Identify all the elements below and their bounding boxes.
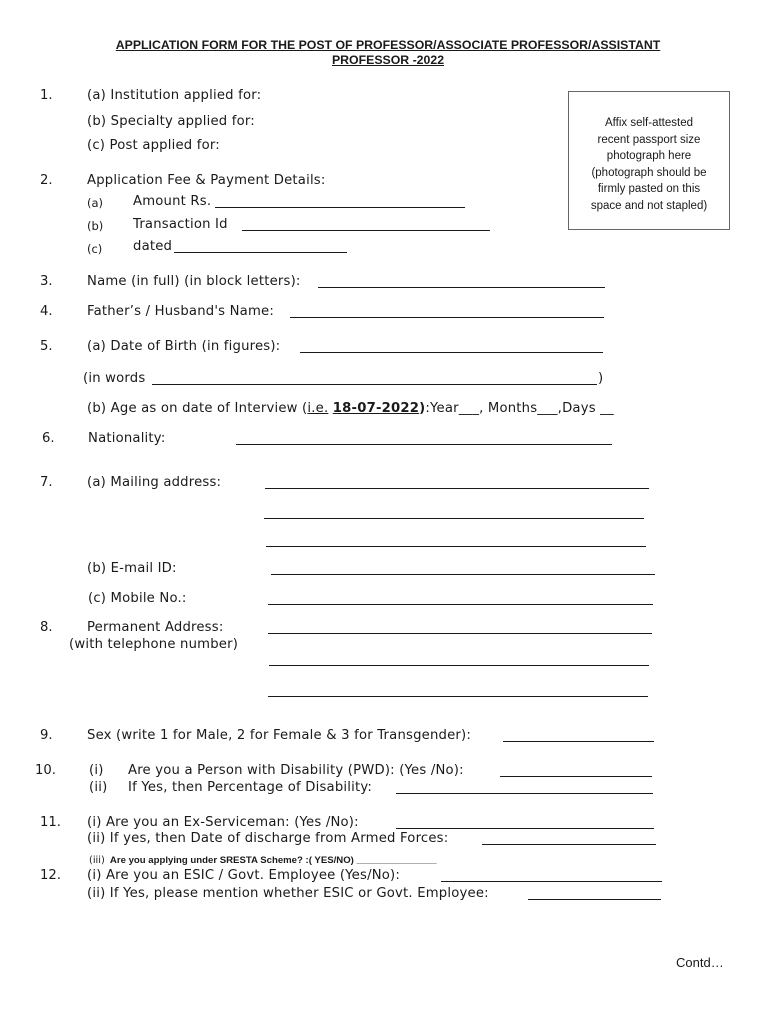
item-number: 7. [40, 475, 53, 490]
age-label: (b) Age as on date of Interview ( [87, 401, 308, 416]
permanent-address-label: Permanent Address: [87, 620, 224, 635]
father-husband-name-label: Father’s / Husband's Name: [87, 304, 274, 319]
disability-percentage-field[interactable] [396, 793, 653, 794]
age-fields: :Year___, Months___,Days __ [425, 401, 614, 416]
item-number: 12. [40, 868, 61, 883]
amount-field[interactable] [215, 207, 465, 208]
item-number: 3. [40, 274, 53, 289]
dob-words-close: ) [598, 371, 604, 386]
photo-instruction-line: photograph here [606, 150, 692, 162]
photo-instruction-line: Affix self-attested [605, 117, 693, 129]
esic-field[interactable] [441, 881, 662, 882]
age-interview-line [87, 401, 614, 416]
age-close: ) [419, 401, 426, 416]
email-label: (b) E-mail ID: [87, 561, 177, 576]
photo-placeholder-box [568, 91, 730, 230]
item-number: 2. [40, 173, 53, 188]
mailing-address-label: (a) Mailing address: [87, 475, 222, 490]
institution-label: (a) Institution applied for: [87, 88, 262, 103]
item-number: 5. [40, 339, 53, 354]
permanent-address-field[interactable] [268, 696, 648, 697]
sub-marker: (a) [87, 196, 104, 210]
name-label: Name (in full) (in block letters): [87, 274, 301, 289]
dob-figures-field[interactable] [300, 352, 603, 353]
sresta-line [89, 848, 437, 867]
item-number: 11. [40, 815, 61, 830]
sub-marker: (c) [87, 242, 103, 256]
sex-label: Sex (write 1 for Male, 2 for Female & 3 for Transgender): [87, 728, 472, 743]
dated-label: dated [133, 239, 173, 254]
photo-instruction-line: firmly pasted on this [597, 183, 701, 195]
item-number: 10. [35, 763, 56, 778]
father-husband-name-field[interactable] [290, 317, 604, 318]
pwd-field[interactable] [500, 776, 652, 777]
mobile-label: (c) Mobile No.: [88, 591, 187, 606]
transaction-id-label: Transaction Id [133, 217, 228, 232]
dob-words-label: (in words [83, 371, 146, 386]
continued-note: Contd… [676, 955, 724, 970]
mobile-field[interactable] [268, 604, 653, 605]
dated-field[interactable] [174, 252, 347, 253]
photo-instruction-line: recent passport size [597, 133, 701, 146]
esic-govt-field[interactable] [528, 899, 661, 900]
title-line-1: APPLICATION FORM FOR THE POST OF PROFESSOR/ASSOCIATE PROFESSOR/ASSISTANT [115, 38, 661, 52]
item-number: 1. [40, 88, 53, 103]
amount-label: Amount Rs. [133, 194, 212, 209]
mailing-address-field[interactable] [265, 488, 649, 489]
nationality-field[interactable] [236, 444, 612, 445]
name-field[interactable] [318, 287, 605, 288]
sub-marker: (ii) [89, 780, 108, 795]
nationality-label: Nationality: [88, 431, 166, 446]
specialty-label: (b) Specialty applied for: [87, 114, 255, 129]
permanent-address-sublabel: (with telephone number) [69, 637, 239, 652]
sub-marker: (i) [89, 763, 104, 778]
item-number: 8. [40, 620, 53, 635]
ex-serviceman-field[interactable] [396, 828, 654, 829]
fee-details-label: Application Fee & Payment Details: [87, 173, 326, 188]
esic-label: (i) Are you an ESIC / Govt. Employee (Yes/No): [87, 868, 401, 883]
page-title [48, 38, 728, 68]
mailing-address-field[interactable] [266, 546, 646, 547]
permanent-address-field[interactable] [269, 665, 649, 666]
discharge-date-field[interactable] [482, 844, 656, 845]
dob-figures-label: (a) Date of Birth (in figures): [87, 339, 281, 354]
item-number: 9. [40, 728, 53, 743]
mailing-address-field[interactable] [264, 518, 644, 519]
item-number: 6. [42, 431, 55, 446]
ex-serviceman-label: (i) Are you an Ex-Serviceman: (Yes /No): [87, 815, 359, 830]
pwd-label: Are you a Person with Disability (PWD): (Yes /No): [128, 763, 464, 778]
disability-percentage-label: If Yes, then Percentage of Disability: [128, 780, 373, 795]
discharge-date-label: (ii) If yes, then Date of discharge from Armed Forces: [87, 831, 449, 846]
post-label: (c) Post applied for: [87, 138, 220, 153]
title-line-2: PROFESSOR -2022 [331, 53, 445, 67]
sresta-label: Are you applying under SRESTA Scheme? :( YES/NO) _______________ [109, 855, 437, 866]
esic-govt-label: (ii) If Yes, please mention whether ESIC or Govt. Employee: [87, 886, 489, 901]
permanent-address-field[interactable] [268, 633, 652, 634]
dob-words-field[interactable] [152, 384, 597, 385]
photo-instruction-line: (photograph should be [591, 166, 707, 179]
email-field[interactable] [271, 574, 655, 575]
sub-marker: (b) [87, 219, 104, 233]
sex-field[interactable] [503, 741, 654, 742]
ie-text: i.e. [307, 401, 329, 416]
transaction-id-field[interactable] [242, 230, 490, 231]
photo-instruction-line: space and not stapled) [590, 199, 708, 212]
interview-date: 18-07-2022 [332, 401, 420, 416]
sub-marker: (iii) [89, 855, 105, 866]
item-number: 4. [40, 304, 53, 319]
